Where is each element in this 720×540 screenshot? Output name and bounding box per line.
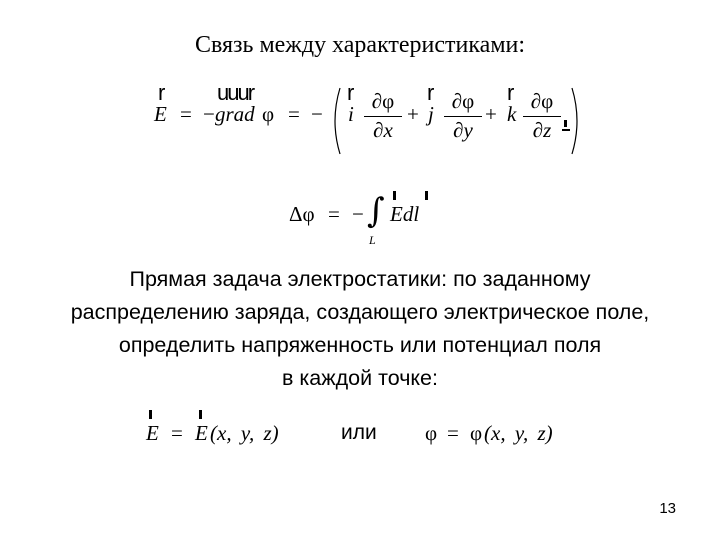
symbol-E: E (154, 102, 167, 126)
vector-marker-E (149, 410, 152, 419)
artifact-marks (564, 120, 567, 127)
paragraph-line: распределению заряда, создающего электрическое поле, (70, 300, 650, 324)
paragraph-line: определить напряженность или потенциал поля (118, 333, 602, 357)
slide-title: Связь между характеристиками: (194, 32, 526, 58)
fraction-bar (523, 116, 561, 117)
formula-gradient (0, 80, 720, 170)
numerator: ∂φ (530, 89, 554, 113)
minus-sign: − (352, 202, 364, 226)
field-arguments: (x, y, z) (210, 421, 279, 445)
equals-sign: = (171, 421, 183, 445)
grad-operator: grad (215, 102, 255, 126)
integral-sign: ∫ (367, 191, 385, 231)
plus-sign: + (485, 102, 497, 126)
partial-fraction-y (444, 89, 482, 143)
symbol-phi: φ (262, 102, 275, 126)
vector-marker-k: r (507, 80, 515, 105)
field-E-rhs: E (195, 421, 208, 445)
potential-rhs: φ (470, 421, 483, 445)
right-paren (570, 86, 584, 156)
partial-fraction-x (364, 89, 402, 143)
plus-sign: + (407, 102, 419, 126)
vector-marker-E (393, 191, 396, 200)
left-paren (328, 86, 342, 156)
integrand: Edl (390, 202, 420, 226)
potential-arguments: (x, y, z) (484, 421, 553, 445)
vector-marker-j: r (427, 80, 435, 105)
numerator: ∂φ (371, 89, 395, 113)
formula-potential-integral (0, 185, 720, 255)
fraction-bar (364, 116, 402, 117)
fraction-bar (444, 116, 482, 117)
formula-field-functions (0, 405, 720, 455)
denominator: ∂z (532, 118, 552, 143)
equals-sign: = (180, 102, 192, 126)
integral-limit: L (369, 233, 376, 247)
equals-sign: = (288, 102, 300, 126)
vector-marker-i: r (347, 80, 355, 105)
potential-lhs: φ (425, 421, 438, 445)
problem-statement (10, 263, 710, 395)
delta-phi: Δφ (289, 202, 315, 226)
or-word: или (341, 421, 377, 444)
vector-marker-E: r (158, 80, 166, 105)
minus-sign: − (311, 102, 323, 126)
denominator: ∂y (453, 118, 473, 143)
vector-marker-dl (425, 191, 428, 200)
equals-sign: = (328, 202, 340, 226)
unit-vector-i: i (348, 102, 354, 126)
artifact-marks (562, 129, 570, 131)
paragraph-line: Прямая задача электростатики: по заданному (129, 267, 591, 291)
unit-vector-k: k (507, 102, 517, 126)
unit-vector-j: j (428, 102, 434, 126)
denominator: ∂x (373, 118, 393, 143)
equals-sign: = (447, 421, 459, 445)
numerator: ∂φ (451, 89, 475, 113)
partial-fraction-z (523, 89, 561, 143)
vector-marker-grad: uuur (217, 80, 254, 105)
field-E-lhs: E (146, 421, 159, 445)
page-number: 13 (659, 500, 676, 517)
paragraph-line: в каждой точке: (282, 366, 438, 390)
minus-sign: − (203, 102, 215, 126)
vector-marker-E (199, 410, 202, 419)
